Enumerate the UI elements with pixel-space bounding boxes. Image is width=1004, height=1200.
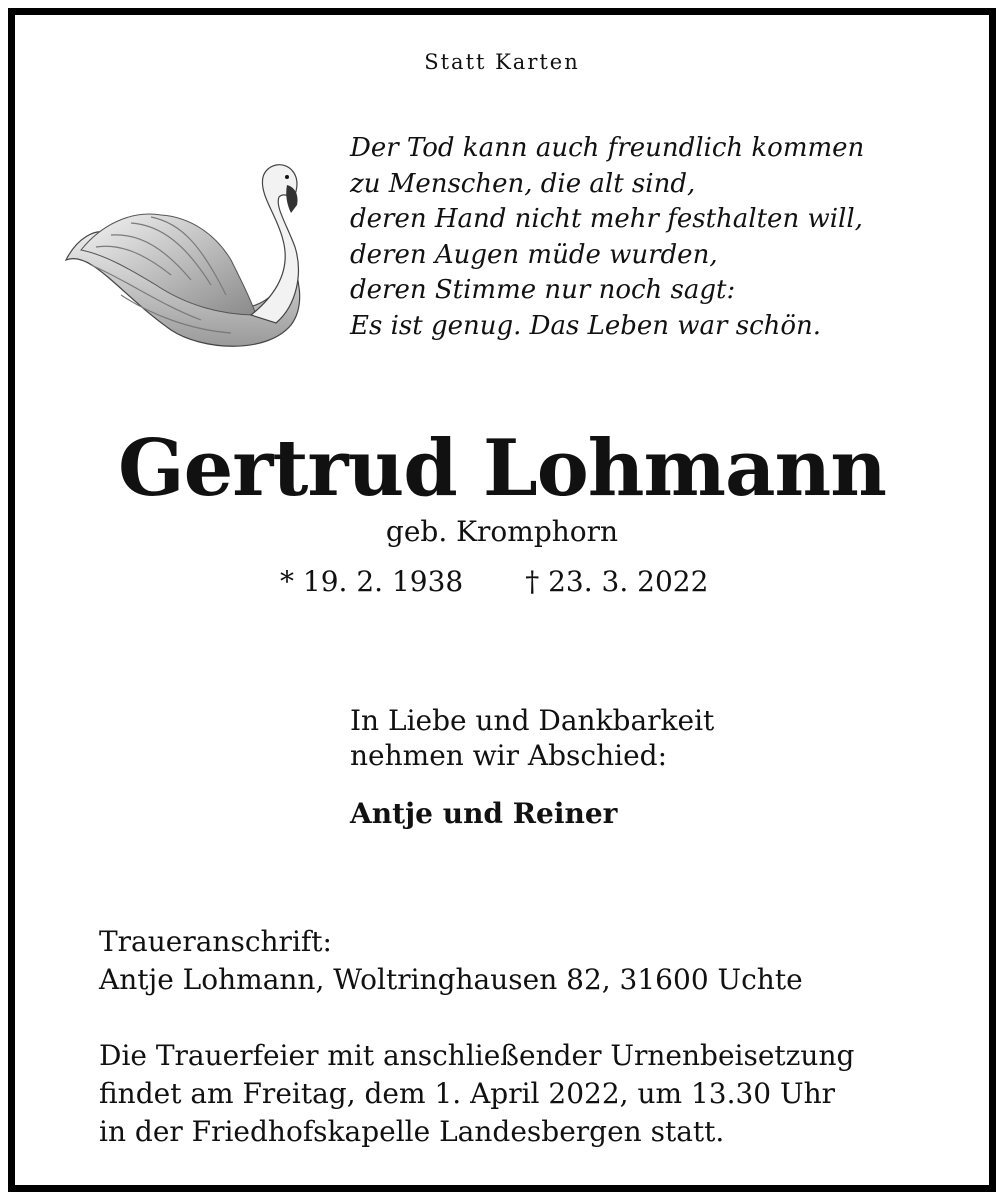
swan-illustration (51, 155, 311, 355)
maiden-name: geb. Kromphorn (385, 515, 619, 548)
ceremony-line: Die Trauerfeier mit anschließender Urnenbeisetzung (99, 1039, 855, 1072)
ceremony-line: in der Friedhofskapelle Landesbergen statt. (99, 1115, 725, 1148)
poem-line: deren Stimme nur noch sagt: (350, 275, 736, 305)
ceremony-line: findet am Freitag, dem 1. April 2022, um 13.30 Uhr (99, 1077, 836, 1110)
poem (350, 131, 970, 344)
birth-date: * 19. 2. 1938 (280, 565, 464, 598)
address-label: Traueranschrift: (99, 925, 332, 958)
farewell-text (350, 703, 714, 773)
obituary-frame (8, 8, 996, 1192)
ceremony-info (99, 1037, 854, 1151)
signers: Antje und Reiner (350, 797, 618, 830)
poem-line: deren Hand nicht mehr festhalten will, (350, 204, 863, 234)
header-label: Statt Karten (424, 50, 580, 74)
farewell-line: nehmen wir Abschied: (350, 739, 668, 772)
poem-line: zu Menschen, die alt sind, (350, 168, 696, 199)
address-value: Antje Lohmann, Woltringhausen 82, 31600 Uchte (99, 963, 803, 996)
farewell-line: In Liebe und Dankbarkeit (350, 704, 715, 737)
poem-line: deren Augen müde wurden, (350, 239, 718, 270)
death-date: † 23. 3. 2022 (525, 565, 709, 598)
poem-line: Es ist genug. Das Leben war schön. (350, 310, 822, 341)
mourning-address (99, 923, 803, 999)
life-dates (280, 565, 708, 598)
deceased-name: Gertrud Lohmann (118, 423, 886, 514)
poem-line: Der Tod kann auch freundlich kommen (350, 133, 865, 163)
